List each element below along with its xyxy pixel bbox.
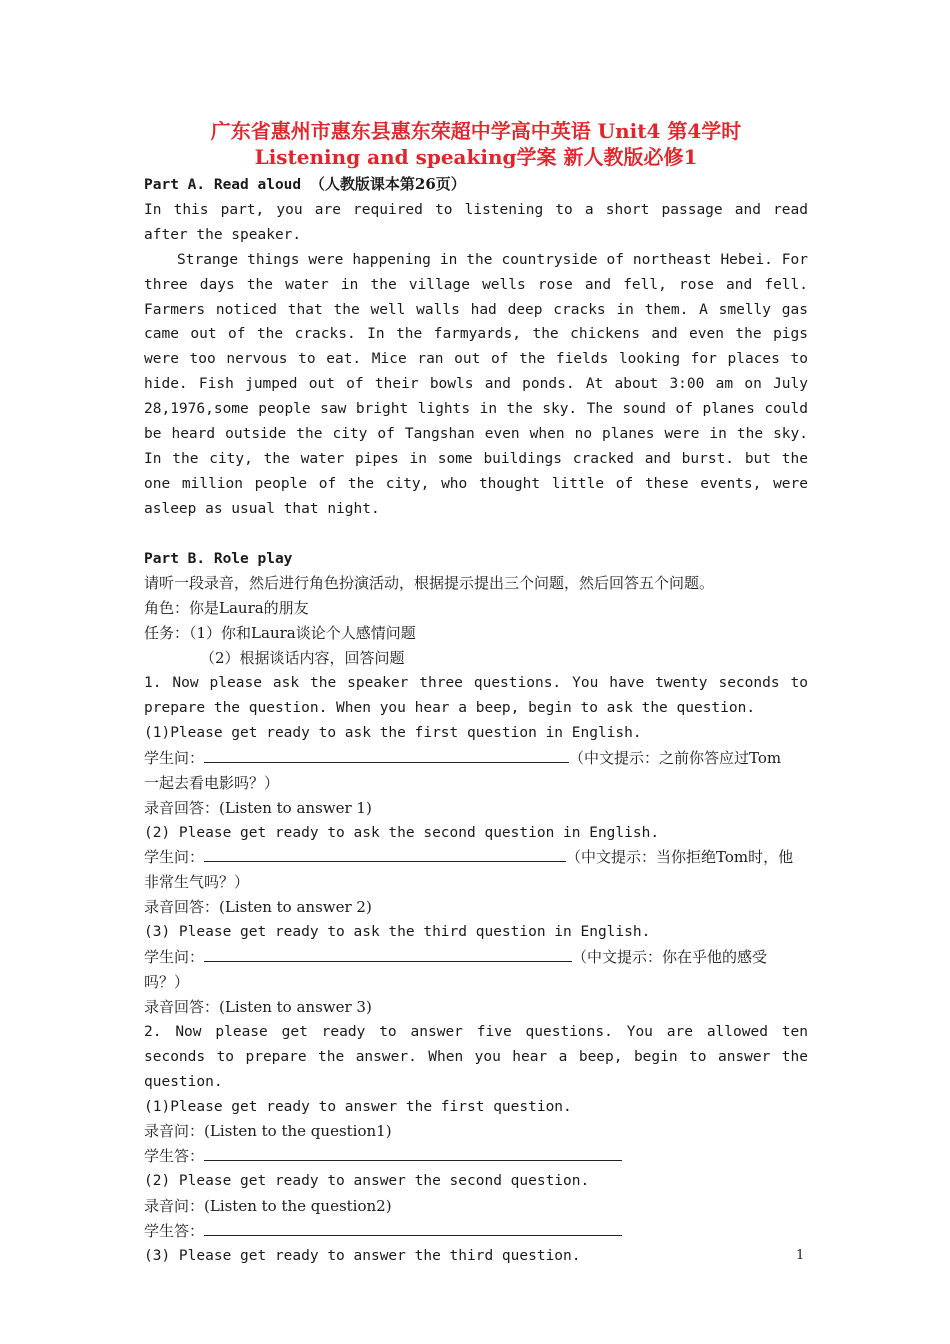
student-answer-label: 学生答： bbox=[144, 1147, 205, 1166]
hint-1-continued: 一起去看电影吗？） bbox=[144, 773, 280, 792]
hint-2: （中文提示：当你拒绝Tom时，他 bbox=[566, 848, 794, 867]
student-ask-label: 学生问： bbox=[144, 948, 205, 967]
recorded-answer-2: 录音回答：(Listen to answer 2) bbox=[144, 898, 372, 917]
hint-2-continued: 非常生气吗？） bbox=[144, 873, 250, 892]
question-set-2-intro: 2. Now please get ready to answer five questions. You are allowed ten seconds to prepare the answer. When you hear a beep, begin to answer the question. bbox=[144, 1023, 808, 1090]
answer-prompt-2: (2) Please get ready to answer the second question. bbox=[144, 1173, 590, 1190]
part-a-heading-cn: （人教版课本第26页） bbox=[309, 175, 466, 193]
part-a-heading-en: Part A. Read aloud bbox=[144, 177, 310, 193]
student-ask-line-2 bbox=[144, 845, 808, 870]
question-set-1-intro: 1. Now please ask the speaker three questions. You have twenty seconds to prepare the question. When you hear a beep, begin to ask the question. bbox=[144, 675, 808, 717]
part-a-instruction: In this part, you are required to listening to a short passage and read after the speaker. bbox=[144, 201, 808, 243]
student-answer-label: 学生答： bbox=[144, 1222, 205, 1241]
title-line-1: 广东省惠州市惠东县惠东荣超中学高中英语 Unit4 第4学时 bbox=[210, 119, 742, 143]
answer-blank-1[interactable] bbox=[204, 748, 569, 763]
ask-prompt-2: (2) Please get ready to ask the second question in English. bbox=[144, 824, 660, 841]
answer-prompt-1: (1)Please get ready to answer the first question. bbox=[144, 1098, 572, 1115]
recorded-answer-3: 录音回答：(Listen to answer 3) bbox=[144, 997, 372, 1016]
answer-prompt-3: (3) Please get ready to answer the third question. bbox=[144, 1247, 581, 1264]
hint-3-continued: 吗？） bbox=[144, 972, 190, 991]
role-line: 角色：你是Laura的朋友 bbox=[144, 599, 309, 618]
title-line-2: Listening and speaking学案 新人教版必修1 bbox=[254, 145, 698, 169]
hint-3: （中文提示：你在乎他的感受 bbox=[572, 948, 768, 967]
answer-blank-3[interactable] bbox=[204, 947, 572, 962]
part-b-intro: 请听一段录音，然后进行角色扮演活动，根据提示提出三个问题，然后回答五个问题。 bbox=[144, 574, 715, 593]
student-answer-blank-1[interactable] bbox=[204, 1146, 622, 1161]
ask-prompt-3: (3) Please get ready to ask the third question in English. bbox=[144, 924, 651, 941]
task-line-2: （2）根据谈话内容，回答问题 bbox=[200, 649, 405, 668]
student-ask-label: 学生问： bbox=[144, 748, 205, 767]
student-answer-line-1 bbox=[144, 1144, 808, 1169]
hint-1: （中文提示：之前你答应过Tom bbox=[569, 748, 782, 767]
recorded-question-1: 录音问：(Listen to the question1) bbox=[144, 1122, 392, 1141]
document-page bbox=[144, 118, 808, 1269]
ask-prompt-1: (1)Please get ready to ask the first question in English. bbox=[144, 724, 642, 741]
spacer bbox=[144, 522, 808, 547]
part-b-heading: Part B. Role play bbox=[144, 550, 293, 567]
student-answer-line-2 bbox=[144, 1219, 808, 1244]
student-ask-line-3 bbox=[144, 945, 808, 970]
recorded-question-2: 录音问：(Listen to the question2) bbox=[144, 1197, 392, 1216]
student-ask-label: 学生问： bbox=[144, 848, 205, 867]
student-answer-blank-2[interactable] bbox=[204, 1221, 622, 1236]
part-a-heading bbox=[144, 172, 808, 198]
recorded-answer-1: 录音回答：(Listen to answer 1) bbox=[144, 798, 372, 817]
document-title bbox=[136, 118, 816, 170]
student-ask-line-1 bbox=[144, 746, 808, 771]
page-number: 1 bbox=[796, 1248, 805, 1263]
task-line-1: 任务：（1）你和Laura谈论个人感情问题 bbox=[144, 624, 416, 643]
answer-blank-2[interactable] bbox=[204, 847, 566, 862]
part-a-passage: Strange things were happening in the countryside of northeast Hebei. For three days the water in the village wells rose and fell, rose and fell. Farmers noticed that the well walls had deep cracks in them. A smelly gas came out of the cracks. In the farmyards, the chickens and even the pigs were too nervous to eat. Mice ran out of the fields looking for places to hide. Fish jumped out of their bowls and ponds. At about 3:00 am on July 28,1976,some people saw bright lights in the sky. The sound of planes could be heard outside the city of Tangshan even when no planes were in the sky. In the city, the water pipes in some buildings cracked and burst. but the one million people of the city, who thought little of these events, were asleep as usual that night. bbox=[144, 251, 808, 517]
